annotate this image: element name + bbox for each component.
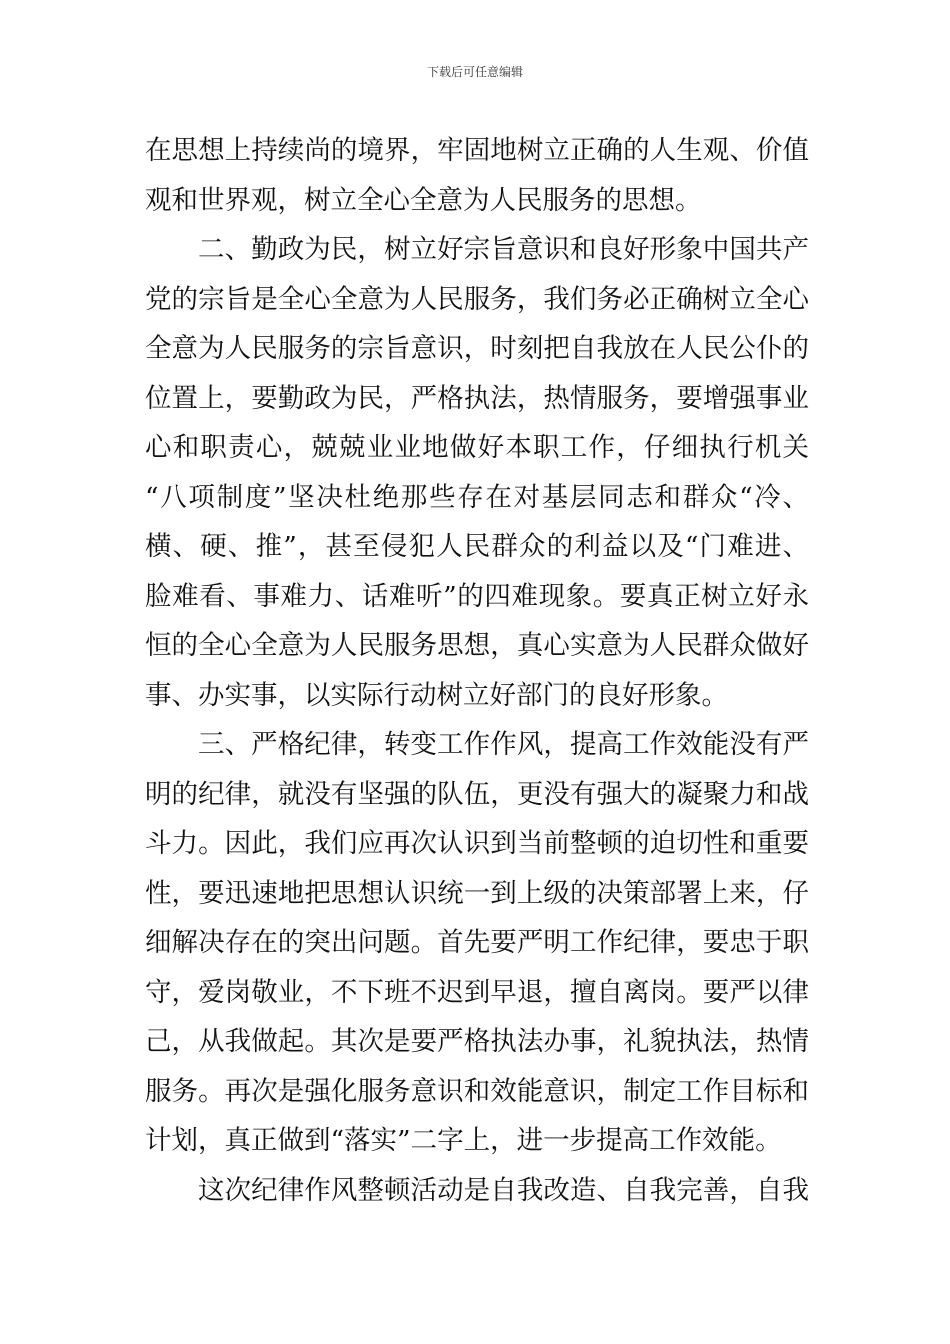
page-header: 下载后可任意编辑 <box>426 65 523 79</box>
text-line: “八项制度”坚决杜绝那些存在对基层同志和群众“冷、 <box>145 481 809 513</box>
text-line: 位置上，要勤政为民，严格执法，热情服务，要增强事业 <box>145 382 809 414</box>
text-line: 服务。再次是强化服务意识和效能意识，制定工作目标和 <box>145 1075 809 1107</box>
text-line: 斗力。因此，我们应再次认识到当前整顿的迫切性和重要 <box>145 828 809 859</box>
text-line: 党的宗旨是全心全意为人民服务，我们务必正确树立全心 <box>145 283 809 315</box>
text-line: 横、硬、推”，甚至侵犯人民群众的利益以及“门难进、 <box>145 531 809 562</box>
text-line: 三、严格纪律，转变工作作风，提高工作效能没有严 <box>198 729 809 760</box>
text-line: 性，要迅速地把思想认识统一到上级的决策部署上来，仔 <box>145 877 809 909</box>
text-line: 恒的全心全意为人民服务思想，真心实意为人民群众做好 <box>145 630 809 661</box>
text-line: 脸难看、事难力、话难听”的四难现象。要真正树立好永 <box>145 580 809 612</box>
text-line: 在思想上持续尚的境界，牢固地树立正确的人生观、价值 <box>145 135 809 166</box>
text-line: 明的纪律，就没有坚强的队伍，更没有强大的凝聚力和战 <box>145 778 809 810</box>
text-line: 计划，真正做到“落实”二字上，进一步提高工作效能。 <box>145 1125 782 1156</box>
text-line: 细解决存在的突出问题。首先要严明工作纪律，要忠于职 <box>145 927 809 958</box>
text-line: 二、勤政为民，树立好宗旨意识和良好形象中国共产 <box>198 234 809 265</box>
document-body <box>145 126 809 1215</box>
text-line: 观和世界观，树立全心全意为人民服务的思想。 <box>145 184 702 216</box>
text-line: 守，爱岗敬业，不下班不迟到早退，擅自离岗。要严以律 <box>145 976 809 1008</box>
text-line: 心和职责心，兢兢业业地做好本职工作，仔细执行机关 <box>145 432 809 463</box>
text-line: 事、办实事，以实际行动树立好部门的良好形象。 <box>145 679 728 711</box>
text-line: 己，从我做起。其次是要严格执法办事，礼貌执法，热情 <box>145 1026 809 1057</box>
text-line: 这次纪律作风整顿活动是自我改造、自我完善，自我 <box>198 1174 809 1206</box>
text-line: 全意为人民服务的宗旨意识，时刻把自我放在人民公仆的 <box>145 333 809 364</box>
